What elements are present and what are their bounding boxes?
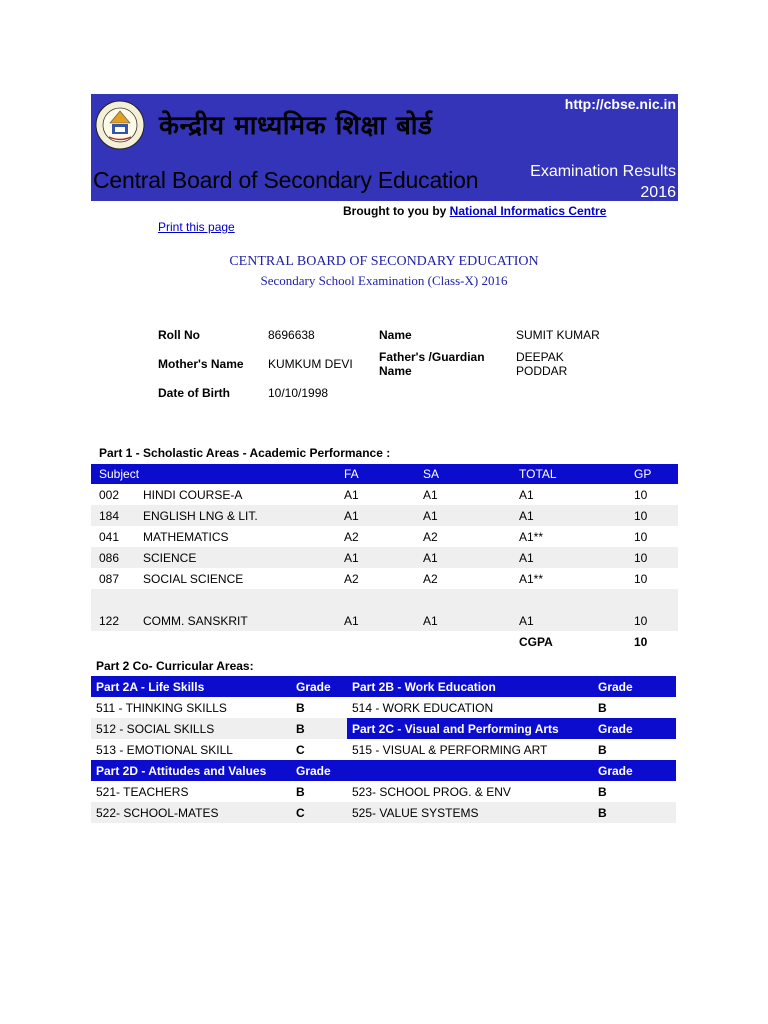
cgpa-row (91, 631, 678, 652)
board-title: Central Board of Secondary Education (93, 167, 479, 193)
father-label-line1: Father's /Guardian (379, 350, 485, 364)
subject-name: ENGLISH LNG & LIT. (135, 505, 336, 526)
subject-name: HINDI COURSE-A (143, 487, 243, 502)
father-label-line2: Name (379, 364, 412, 378)
name-label: Name (379, 328, 412, 342)
father-value-line2: PODDAR (516, 364, 568, 378)
print-page-link[interactable]: Print this page (158, 220, 235, 234)
sa-grade: A1 (415, 589, 511, 631)
fa-grade: A1 (336, 547, 415, 568)
board-heading: CENTRAL BOARD OF SECONDARY EDUCATION (229, 254, 539, 269)
father-value-line1: DEEPAK (516, 350, 564, 364)
sa-grade: A1 (423, 487, 438, 502)
nic-link[interactable]: National Informatics Centre (449, 204, 607, 218)
fa-grade: A1 (344, 487, 359, 502)
roll-value: 8696638 (268, 328, 315, 342)
sa-grade: A1 (415, 547, 511, 568)
grade-point: 10 (634, 571, 648, 586)
skill-name: 511 - THINKING SKILLS (96, 700, 227, 715)
dob-label: Date of Birth (158, 386, 230, 400)
exam-results-title (530, 161, 676, 201)
mother-label: Mother's Name (158, 357, 244, 371)
total-grade: A1 (511, 505, 626, 526)
header-subject: Subject (91, 464, 336, 484)
grade-point: 10 (634, 487, 648, 502)
credit-prefix: Brought to you by (343, 204, 447, 218)
part2-heading: Part 2 Co- Curricular Areas: (96, 659, 254, 673)
fa-grade: A2 (344, 571, 359, 586)
name-value: SUMIT KUMAR (516, 328, 600, 342)
table-row (91, 526, 678, 547)
skill-name: 522- SCHOOL-MATES (91, 802, 291, 823)
table-row (91, 484, 678, 505)
skill-grade: B (598, 742, 607, 757)
subject-name: MATHEMATICS (143, 529, 229, 544)
skill-grade: B (593, 802, 676, 823)
grade-header: Grade (593, 676, 676, 697)
skill-grade: B (598, 784, 607, 799)
skill-name: 512 - SOCIAL SKILLS (91, 718, 291, 739)
exam-results-label: Examination Results (530, 163, 676, 180)
subject-code: 184 (91, 505, 135, 526)
skill-name: 513 - EMOTIONAL SKILL (96, 742, 233, 757)
part1-heading: Part 1 - Scholastic Areas - Academic Performance : (99, 446, 391, 460)
table-row (91, 568, 678, 589)
cgpa-label: CGPA (519, 634, 553, 649)
part2a-header: Part 2A - Life Skills (91, 676, 291, 697)
total-grade: A1** (519, 529, 544, 544)
grade-point: 10 (626, 547, 678, 568)
subject-code: 041 (99, 529, 120, 544)
fa-grade: A2 (344, 529, 359, 544)
header-total: TOTAL (511, 464, 626, 484)
hindi-title: केन्द्रीय माध्यमिक शिक्षा बोर्ड (159, 111, 433, 141)
table-row (91, 547, 678, 568)
table-row (91, 739, 676, 760)
grade-header: Grade (291, 676, 347, 697)
total-grade: A1 (519, 487, 534, 502)
skill-name: 515 - VISUAL & PERFORMING ART (352, 742, 548, 757)
grade-point: 10 (626, 589, 678, 631)
total-grade: A1** (519, 571, 544, 586)
subject-code: 002 (99, 487, 120, 502)
subject-code: 086 (91, 547, 135, 568)
sa-grade: A1 (415, 505, 511, 526)
sa-grade: A2 (423, 529, 438, 544)
table-row (91, 781, 676, 802)
credit-line (343, 204, 606, 218)
skill-name: 521- TEACHERS (96, 784, 189, 799)
skill-grade: C (291, 802, 347, 823)
skill-grade: B (291, 718, 347, 739)
grade-header: Grade (291, 760, 347, 781)
total-grade: A1 (511, 589, 626, 631)
total-grade: A1 (511, 547, 626, 568)
part2d-header-blank (347, 760, 593, 781)
skill-grade: B (296, 700, 305, 715)
father-value (516, 350, 567, 378)
co-curricular-table (91, 676, 676, 823)
cbse-emblem-icon (95, 100, 145, 150)
table-row (91, 505, 678, 526)
skill-name: 523- SCHOOL PROG. & ENV (352, 784, 511, 799)
mother-value: KUMKUM DEVI (268, 357, 353, 371)
scholastic-table (91, 464, 678, 652)
subject-name: SOCIAL SCIENCE (143, 571, 244, 586)
subject-name: SCIENCE (135, 547, 336, 568)
part2b-header: Part 2B - Work Education (347, 676, 593, 697)
subject-code: 087 (99, 571, 120, 586)
fa-grade: A1 (336, 505, 415, 526)
skill-grade: B (598, 700, 607, 715)
table-row (91, 697, 676, 718)
table-row (91, 802, 676, 823)
dob-value: 10/10/1998 (268, 386, 329, 400)
fa-grade: A1 (336, 589, 415, 631)
scholastic-header-row (91, 464, 678, 484)
site-url: http://cbse.nic.in (564, 96, 676, 112)
table-row (91, 589, 678, 631)
skill-name: 514 - WORK EDUCATION (352, 700, 494, 715)
part2c-header: Part 2C - Visual and Performing Arts (347, 718, 593, 739)
sa-grade: A2 (423, 571, 438, 586)
exam-results-year: 2016 (640, 184, 676, 201)
header-gp: GP (626, 464, 678, 484)
grade-header: Grade (593, 760, 676, 781)
part2d-header: Part 2D - Attitudes and Values (91, 760, 291, 781)
cgpa-value: 10 (634, 634, 648, 649)
father-label (379, 350, 485, 378)
skill-name: 525- VALUE SYSTEMS (347, 802, 593, 823)
table-row (91, 718, 676, 739)
header-fa: FA (336, 464, 415, 484)
subject-code: 122 (91, 589, 135, 631)
subject-name: COMM. SANSKRIT (135, 589, 336, 631)
header-sa: SA (415, 464, 511, 484)
skill-grade: B (296, 784, 305, 799)
grade-point: 10 (626, 505, 678, 526)
table-row (91, 676, 676, 697)
grade-point: 10 (634, 529, 648, 544)
header-banner (91, 94, 678, 201)
table-row (91, 760, 676, 781)
grade-header: Grade (593, 718, 676, 739)
roll-label: Roll No (158, 328, 200, 342)
exam-heading: Secondary School Examination (Class-X) 2016 (260, 273, 508, 288)
skill-grade: C (296, 742, 305, 757)
